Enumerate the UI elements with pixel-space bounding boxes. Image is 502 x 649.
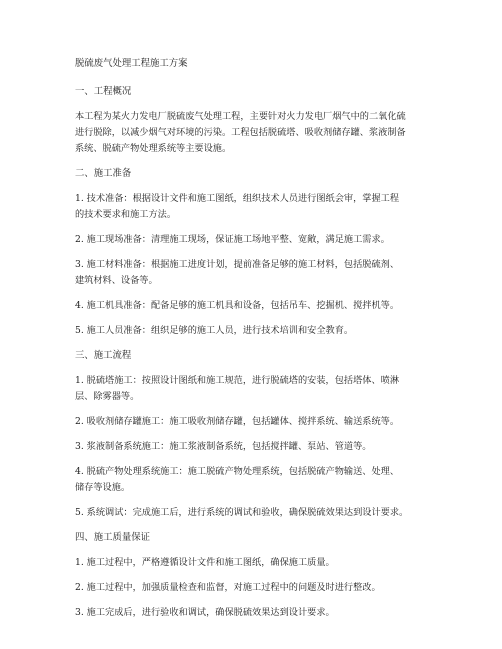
list-item bbox=[75, 373, 435, 405]
list-item bbox=[75, 298, 435, 314]
list-item bbox=[75, 605, 435, 621]
section-heading-overview: 一、工程概况 bbox=[75, 86, 132, 97]
list-item bbox=[75, 232, 435, 248]
section-heading-process: 三、施工流程 bbox=[75, 350, 132, 361]
text-line: 1. 脱硫塔施工：按照设计图纸和施工规范，进行脱硫塔的安装，包括塔体、喷淋 bbox=[75, 375, 400, 386]
text-line: 2. 施工过程中，加强质量检查和监督，对施工过程中的问题及时进行整改。 bbox=[75, 582, 381, 593]
text-line: 系统、脱硫产物处理系统等主要设施。 bbox=[75, 143, 232, 154]
list-item bbox=[75, 580, 435, 596]
text-line: 本工程为某火力发电厂脱硫废气处理工程，主要针对火力发电厂烟气中的二氧化硫 bbox=[75, 111, 406, 122]
list-item bbox=[75, 439, 435, 455]
section-heading-preparation: 二、施工准备 bbox=[75, 168, 132, 179]
text-line: 的技术要求和施工方法。 bbox=[75, 209, 177, 220]
document-title: 脱硫废气处理工程施工方案 bbox=[75, 58, 188, 69]
list-item bbox=[75, 464, 435, 496]
text-line: 进行脱除，以减少烟气对环境的污染。工程包括脱硫塔、吸收剂储存罐、浆液制备 bbox=[75, 127, 406, 138]
text-line: 建筑材料、设备等。 bbox=[75, 275, 158, 286]
overview-paragraph bbox=[75, 109, 435, 157]
text-line: 1. 技术准备：根据设计文件和施工图纸，组织技术人员进行图纸会审，掌握工程 bbox=[75, 193, 400, 204]
text-line: 4. 施工机具准备：配备足够的施工机具和设备，包括吊车、挖掘机、搅拌机等。 bbox=[75, 300, 400, 311]
text-line: 5. 施工人员准备：组织足够的施工人员，进行技术培训和安全教育。 bbox=[75, 325, 354, 336]
list-item bbox=[75, 191, 435, 223]
text-line: 2. 吸收剂储存罐施工：施工吸收剂储存罐，包括罐体、搅拌系统、输送系统等。 bbox=[75, 416, 400, 427]
text-line: 3. 浆液制备系统施工：施工浆液制备系统，包括搅拌罐、泵站、管道等。 bbox=[75, 441, 372, 452]
text-line: 储存等设施。 bbox=[75, 482, 131, 493]
text-line: 3. 施工材料准备：根据施工进度计划，提前准备足够的施工材料，包括脱硫剂、 bbox=[75, 259, 400, 270]
text-line: 1. 施工过程中，严格遵循设计文件和施工图纸，确保施工质量。 bbox=[75, 557, 335, 568]
list-item bbox=[75, 505, 435, 521]
text-line: 4. 脱硫产物处理系统施工：施工脱硫产物处理系统，包括脱硫产物输送、处理、 bbox=[75, 466, 400, 477]
text-line: 5. 系统调试：完成施工后，进行系统的调试和验收，确保脱硫效果达到设计要求。 bbox=[75, 507, 409, 518]
text-line: 2. 施工现场准备：清理施工现场，保证施工场地平整、宽敞，满足施工需求。 bbox=[75, 234, 390, 245]
document-page bbox=[75, 56, 435, 630]
list-item bbox=[75, 257, 435, 289]
list-item bbox=[75, 323, 435, 339]
list-item bbox=[75, 555, 435, 571]
section-heading-quality: 四、施工质量保证 bbox=[75, 532, 151, 543]
list-item bbox=[75, 414, 435, 430]
text-line: 3. 施工完成后，进行验收和调试，确保脱硫效果达到设计要求。 bbox=[75, 607, 335, 618]
text-line: 层、除雾器等。 bbox=[75, 391, 140, 402]
